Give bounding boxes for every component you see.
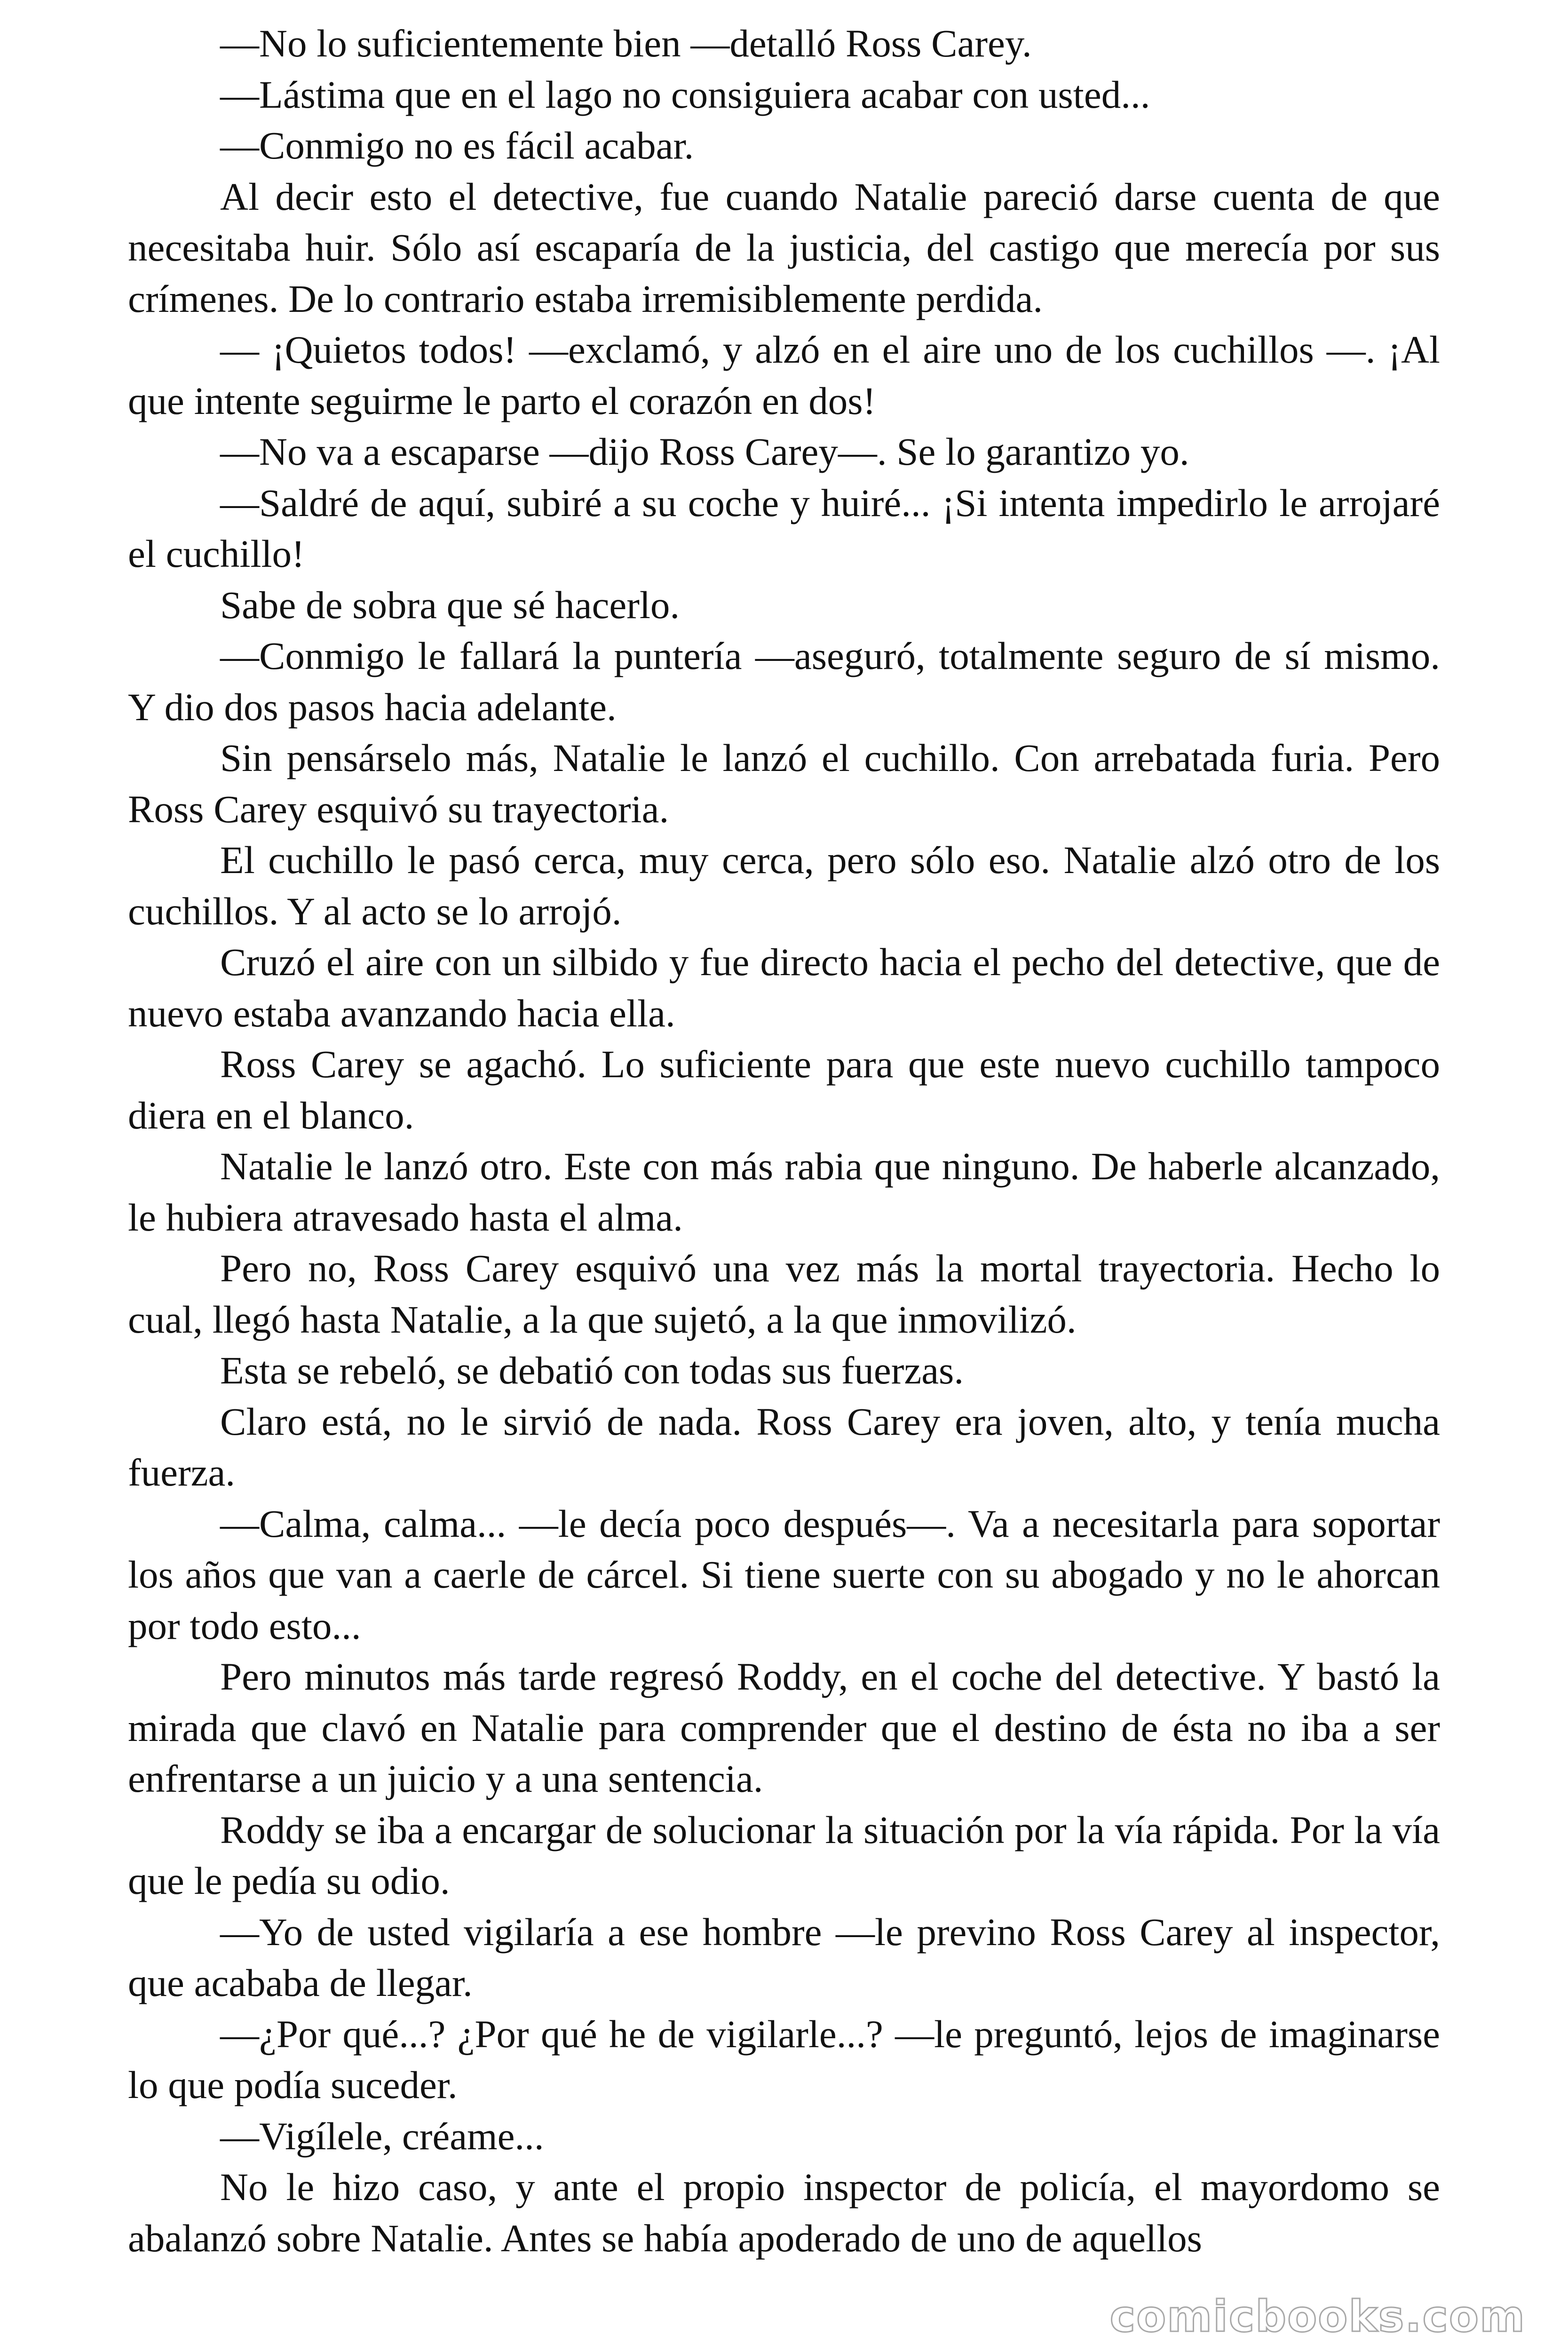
paragraph: —Yo de usted vigilaría a ese hombre —le previno Ross Carey al inspector, que acababa de llegar. — [128, 1910, 1440, 2004]
paragraph: —Vigílele, créame... — [220, 2114, 544, 2158]
paragraph: Esta se rebeló, se debatió con todas sus fuerzas. — [220, 1349, 964, 1392]
paragraph: Pero minutos más tarde regresó Roddy, en el coche del detective. Y bastó la mirada que clavó en Natalie para comprender que el destino de ésta no iba a ser enfrentarse a un juicio y a una sentencia. — [128, 1655, 1440, 1800]
paragraph: —Saldré de aquí, subiré a su coche y huiré... ¡Si intenta impedirlo le arrojaré el cuchillo! — [128, 481, 1440, 575]
paragraph: Pero no, Ross Carey esquivó una vez más la mortal trayectoria. Hecho lo cual, llegó hasta Natalie, a la que sujetó, a la que inmovilizó. — [128, 1247, 1440, 1341]
paragraph: Al decir esto el detective, fue cuando Natalie pareció darse cuenta de que necesitaba huir. Sólo así escaparía de la justicia, del castigo que merecía por sus crímenes. De lo contrario estaba irremisiblemente perdida. — [128, 175, 1440, 320]
paragraph: Roddy se iba a encargar de solucionar la situación por la vía rápida. Por la vía que le pedía su odio. — [128, 1808, 1440, 1902]
paragraph: —Conmigo no es fácil acabar. — [220, 124, 694, 167]
watermark: comicbooks.com — [1109, 2291, 1526, 2342]
paragraph: Natalie le lanzó otro. Este con más rabia que ninguno. De haberle alcanzado, le hubiera atravesado hasta el alma. — [128, 1144, 1440, 1239]
body-text — [128, 18, 1440, 2264]
paragraph: —No va a escaparse —dijo Ross Carey—. Se lo garantizo yo. — [220, 430, 1189, 473]
paragraph: —Calma, calma... —le decía poco después—. Va a necesitarla para soportar los años que van a caerle de cárcel. Si tiene suerte con su abogado y no le ahorcan por todo esto... — [128, 1502, 1440, 1647]
paragraph: Claro está, no le sirvió de nada. Ross Carey era joven, alto, y tenía mucha fuerza. — [128, 1399, 1440, 1494]
paragraph: —¿Por qué...? ¿Por qué he de vigilarle...? —le preguntó, lejos de imaginarse lo que podía suceder. — [128, 2012, 1440, 2106]
paragraph: — ¡Quietos todos! —exclamó, y alzó en el aire uno de los cuchillos —. ¡Al que intente seguirme le parto el corazón en dos! — [128, 328, 1440, 422]
paragraph: —No lo suficientemente bien —detalló Ross Carey. — [220, 22, 1032, 65]
paragraph: —Conmigo le fallará la puntería —aseguró, totalmente seguro de sí mismo. Y dio dos pasos hacia adelante. — [128, 634, 1440, 729]
paragraph: No le hizo caso, y ante el propio inspector de policía, el mayordomo se abalanzó sobre Natalie. Antes se había apoderado de uno de aquellos — [128, 2165, 1440, 2260]
paragraph: Sabe de sobra que sé hacerlo. — [220, 583, 680, 627]
paragraph: Sin pensárselo más, Natalie le lanzó el cuchillo. Con arrebatada furia. Pero Ross Carey esquivó su trayectoria. — [128, 736, 1440, 831]
paragraph: Cruzó el aire con un silbido y fue directo hacia el pecho del detective, que de nuevo estaba avanzando hacia ella. — [128, 940, 1440, 1035]
paragraph: —Lástima que en el lago no consiguiera acabar con usted... — [220, 72, 1150, 116]
paragraph: Ross Carey se agachó. Lo suficiente para que este nuevo cuchillo tampoco diera en el blanco. — [128, 1042, 1440, 1137]
paragraph: El cuchillo le pasó cerca, muy cerca, pero sólo eso. Natalie alzó otro de los cuchillos. Y al acto se lo arrojó. — [128, 838, 1440, 933]
